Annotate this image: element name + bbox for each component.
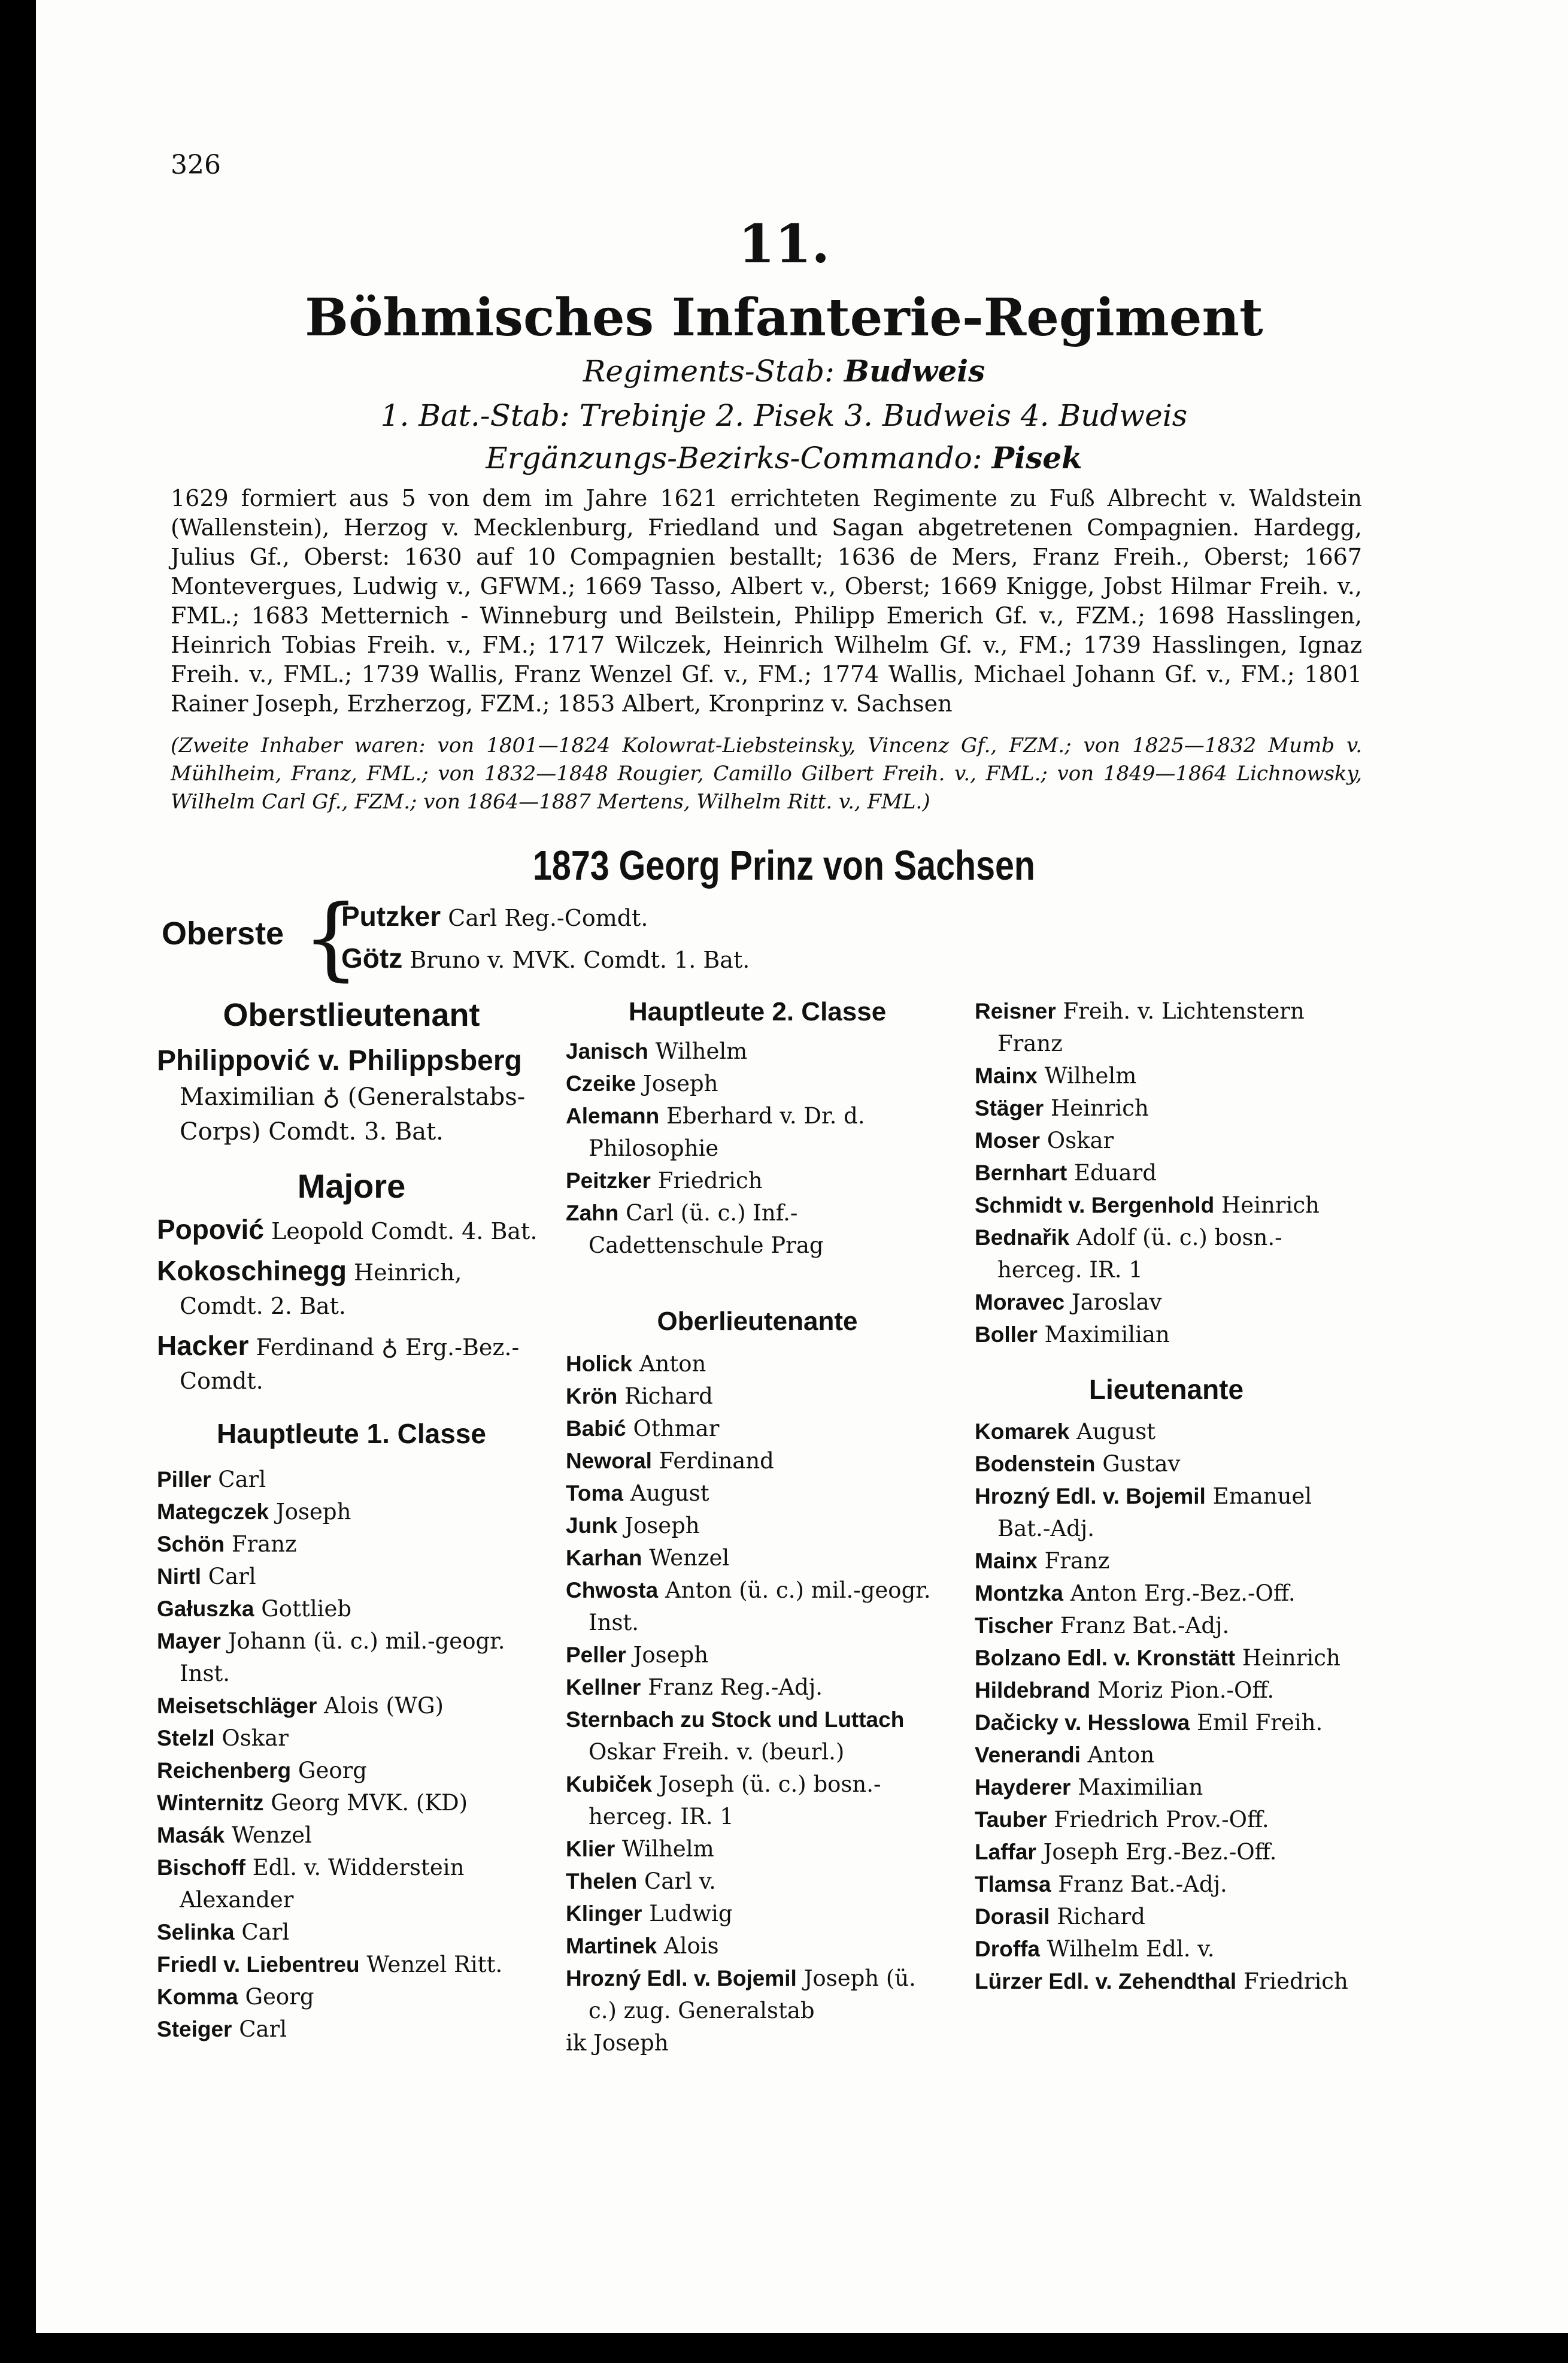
list-item bbox=[157, 1044, 546, 1149]
list-item bbox=[157, 1722, 546, 1755]
list-item bbox=[157, 1981, 546, 2013]
entry-name: Nirtl bbox=[157, 1564, 201, 1589]
regiment-title: Böhmisches Infanterie-Regiment bbox=[305, 287, 1263, 348]
hauptleute2-list bbox=[566, 1035, 949, 1262]
entry-name: Stäger bbox=[975, 1096, 1044, 1120]
entry-rest: Othmar bbox=[633, 1416, 720, 1441]
list-item bbox=[566, 1100, 949, 1165]
entry-name: Montzka bbox=[975, 1581, 1063, 1605]
list-item bbox=[975, 1577, 1358, 1610]
entry-name: Czeike bbox=[566, 1071, 636, 1096]
inhaber-line: 1873 Georg Prinz von Sachsen bbox=[532, 842, 1035, 889]
entry-rest: Emanuel Bat.-Adj. bbox=[997, 1483, 1312, 1541]
entry-rest: Joseph bbox=[633, 1642, 709, 1668]
entry-rest: Anton (ü. c.) mil.-geogr. Inst. bbox=[589, 1577, 931, 1635]
list-item bbox=[157, 1916, 546, 1949]
list-item bbox=[566, 1510, 949, 1542]
list-item bbox=[157, 1464, 546, 1496]
entry-rest: Heinrich bbox=[1050, 1095, 1149, 1121]
list-item bbox=[975, 1901, 1358, 1933]
entry-rest: Oskar Freih. v. (beurl.) bbox=[589, 1739, 845, 1765]
list-item bbox=[975, 1804, 1358, 1836]
entry-rest: Gustav bbox=[1102, 1451, 1181, 1477]
entry-rest: Wilhelm bbox=[1044, 1063, 1137, 1089]
entry-name: Holick bbox=[566, 1352, 633, 1376]
list-item bbox=[975, 1642, 1358, 1674]
list-item bbox=[975, 1836, 1358, 1868]
entry-rest: Ferdinand bbox=[659, 1448, 774, 1474]
entry-name: Stelzl bbox=[157, 1726, 215, 1750]
list-item bbox=[975, 1610, 1358, 1642]
oberst-name: Putzker bbox=[341, 901, 441, 932]
entry-name: Karhan bbox=[566, 1546, 642, 1570]
list-item bbox=[566, 1865, 949, 1898]
list-item bbox=[157, 1819, 546, 1852]
district-line bbox=[0, 440, 1568, 475]
entry-name: Hayderer bbox=[975, 1775, 1071, 1799]
entry-rest: Franz Bat.-Adj. bbox=[1060, 1613, 1230, 1638]
entry-rest: Georg bbox=[298, 1758, 367, 1783]
column-1 bbox=[157, 991, 546, 2046]
list-item bbox=[157, 1787, 546, 1819]
list-item bbox=[566, 1833, 949, 1865]
entry-name: Laffar bbox=[975, 1840, 1036, 1864]
oberst-rest: Carl Reg.-Comdt. bbox=[448, 905, 648, 931]
entry-rest: Maximilian bbox=[1078, 1774, 1203, 1800]
hauptleute1-header: Hauptleute 1. Classe bbox=[217, 1418, 486, 1449]
list-item bbox=[566, 2027, 949, 2059]
list-item bbox=[157, 1329, 546, 1398]
oberlieutenante-header: Oberlieutenante bbox=[657, 1307, 858, 1336]
list-item bbox=[566, 1413, 949, 1445]
regiment-history: 1629 formiert aus 5 von dem im Jahre 1621 errichteten Regimente zu Fuß Albrecht v. Waldstein (Wallenstein), Herzog v. Mecklenburg, Friedland und Sagan abgetretenen Compagnien. Hardegg, Julius Gf., Oberst: 1630 auf 10 Compagnien bestallt; 1636 de Mers, Franz Freih., Oberst; 1667 Montevergues, Ludwig v., GFWM.; 1669 Tasso, Albert v., Oberst; 1669 Knigge, Jobst Hilmar Freih. v., FML.; 1683 Metternich - Winneburg und Beilstein, Philipp Emerich Gf. v., FZM.; 1698 Hasslingen, Heinrich Tobias Freih. v., FM.; 1717 Wilczek, Heinrich Wilhelm Gf. v., FM.; 1739 Hasslingen, Ignaz Freih. v., FML.; 1739 Wallis, Franz Wenzel Gf. v., FM.; 1774 Wallis, Michael Johann Gf. v., FM.; 1801 Rainer Joseph, Erzherzog, FZM.; 1853 Albert, Kronprinz v. Sachsen bbox=[171, 485, 1362, 717]
entry-rest: ik Joseph bbox=[566, 2030, 669, 2056]
list-item bbox=[975, 995, 1358, 1060]
entry-name: Friedl v. Liebentreu bbox=[157, 1952, 360, 1977]
list-item bbox=[566, 1930, 949, 1962]
battalion-line: 1. Bat.-Stab: Trebinje 2. Pisek 3. Budweis 4. Budweis bbox=[380, 398, 1188, 433]
entry-rest: Wenzel Ritt. bbox=[366, 1952, 503, 1977]
entry-name: Bednařik bbox=[975, 1225, 1070, 1250]
list-item bbox=[566, 1445, 949, 1477]
lieutenante-header: Lieutenante bbox=[1088, 1374, 1244, 1405]
entry-name: Winternitz bbox=[157, 1791, 264, 1815]
entry-rest: Gottlieb bbox=[261, 1596, 352, 1622]
list-item bbox=[975, 1480, 1358, 1545]
oberstlieutenant-header: Oberstlieutenant bbox=[223, 997, 480, 1033]
entry-name: Mainx bbox=[975, 1549, 1038, 1573]
entry-name: Neworal bbox=[566, 1449, 652, 1473]
list-item bbox=[975, 1092, 1358, 1125]
entry-name: Peller bbox=[566, 1643, 626, 1667]
list-item bbox=[157, 1755, 546, 1787]
entry-name: Moravec bbox=[975, 1290, 1065, 1314]
entry-name: Schmidt v. Bergenhold bbox=[975, 1193, 1215, 1217]
regiment-number: 11. bbox=[738, 213, 830, 275]
entry-rest: Alois bbox=[663, 1933, 719, 1959]
entry-rest: Wenzel bbox=[231, 1822, 312, 1848]
second-owners: (Zweite Inhaber waren: von 1801—1824 Kolowrat-Liebsteinsky, Vincenz Gf., FZM.; von 1825—1832 Mumb v. Mühlheim, Franz, FML.; von 1832—1848 Rougier, Camillo Gilbert Freih. v., FML.; von 1849—1864 Lichnowsky, Wilhelm Carl Gf., FZM.; von 1864—1887 Mertens, Wilhelm Ritt. v., FML.) bbox=[171, 734, 1362, 814]
entry-rest: Oskar bbox=[222, 1725, 289, 1751]
list-item bbox=[157, 1949, 546, 1981]
entry-rest: Carl bbox=[218, 1467, 266, 1492]
entry-rest: Franz bbox=[1044, 1548, 1110, 1574]
oberste-label: Oberste bbox=[162, 916, 284, 952]
entry-name: Moser bbox=[975, 1128, 1040, 1153]
oberst-entry bbox=[341, 942, 750, 974]
entry-name: Boller bbox=[975, 1322, 1038, 1347]
entry-rest: August bbox=[630, 1480, 709, 1506]
entry-name: Schön bbox=[157, 1532, 225, 1556]
entry-name: Junk bbox=[566, 1513, 618, 1538]
entry-name: Toma bbox=[566, 1481, 623, 1505]
list-item bbox=[566, 1671, 949, 1704]
entry-rest: Friedrich bbox=[1243, 1968, 1348, 1994]
list-item bbox=[975, 1286, 1358, 1319]
list-item bbox=[157, 1561, 546, 1593]
entry-rest: Ferdinand ♁ Erg.-Bez.-Comdt. bbox=[180, 1334, 520, 1394]
entry-rest: Alois (WG) bbox=[324, 1693, 444, 1719]
entry-name: Kellner bbox=[566, 1675, 641, 1699]
entry-name: Kubiček bbox=[566, 1772, 652, 1797]
entry-name: Reisner bbox=[975, 999, 1056, 1023]
district-label: Ergänzungs-Bezirks-Commando: bbox=[486, 441, 982, 475]
entry-rest: Franz Reg.-Adj. bbox=[648, 1674, 823, 1700]
entry-name: Peitzker bbox=[566, 1168, 651, 1193]
entry-name: Krön bbox=[566, 1384, 618, 1408]
oberst-entry bbox=[341, 900, 648, 932]
entry-name: Steiger bbox=[157, 2017, 232, 2041]
list-item bbox=[566, 1768, 949, 1833]
entry-rest: Joseph Erg.-Bez.-Off. bbox=[1043, 1839, 1277, 1865]
entry-rest: Wilhelm bbox=[655, 1038, 748, 1064]
entry-name: Hildebrand bbox=[975, 1678, 1091, 1702]
list-item bbox=[975, 1125, 1358, 1157]
entry-rest: Jaroslav bbox=[1071, 1289, 1162, 1315]
entry-rest: Heinrich bbox=[1242, 1645, 1340, 1671]
list-item bbox=[975, 1707, 1358, 1739]
column-2 bbox=[566, 991, 949, 2059]
majore-header: Majore bbox=[297, 1167, 406, 1205]
entry-name: Lürzer Edl. v. Zehendthal bbox=[975, 1969, 1237, 1994]
brace-glyph: { bbox=[302, 886, 360, 990]
entry-name: Chwosta bbox=[566, 1578, 659, 1602]
entry-rest: Carl bbox=[208, 1564, 256, 1589]
entry-rest: August bbox=[1076, 1419, 1156, 1444]
entry-rest: Leopold Comdt. 4. Bat. bbox=[271, 1218, 538, 1244]
list-item bbox=[157, 1254, 546, 1323]
hauptleute1-list bbox=[157, 1464, 546, 2046]
list-item bbox=[157, 1625, 546, 1690]
entry-rest: Anton bbox=[1087, 1742, 1155, 1768]
entry-rest: Wenzel bbox=[649, 1545, 730, 1571]
entry-rest: Maximilian ♁ (Generalstabs-Corps) Comdt. 3. Bat. bbox=[180, 1083, 526, 1146]
page-number: 326 bbox=[171, 150, 221, 180]
list-item bbox=[157, 1593, 546, 1625]
entry-rest: Carl bbox=[241, 1919, 290, 1945]
entry-rest: Carl v. bbox=[644, 1868, 716, 1894]
entry-rest: Friedrich Prov.-Off. bbox=[1054, 1807, 1269, 1832]
entry-rest: Friedrich bbox=[657, 1168, 763, 1193]
entry-rest: Carl bbox=[239, 2016, 287, 2042]
entry-rest: Georg bbox=[245, 1984, 314, 2010]
lieutenante-list bbox=[975, 1416, 1358, 1998]
entry-name: Bodenstein bbox=[975, 1452, 1096, 1476]
entry-name: Meisetschläger bbox=[157, 1694, 317, 1718]
entry-name: Zahn bbox=[566, 1201, 619, 1225]
list-item bbox=[566, 1348, 949, 1380]
entry-name: Piller bbox=[157, 1467, 211, 1492]
entry-rest: Richard bbox=[1057, 1904, 1145, 1929]
list-item bbox=[157, 1852, 546, 1916]
entry-name: Hrozný Edl. v. Bojemil bbox=[975, 1484, 1206, 1508]
entry-rest: Oskar bbox=[1047, 1128, 1114, 1153]
entry-name: Popović bbox=[157, 1214, 264, 1245]
entry-rest: Johann (ü. c.) mil.-geogr. Inst. bbox=[180, 1628, 505, 1686]
list-item bbox=[975, 1060, 1358, 1092]
entry-name: Reichenberg bbox=[157, 1758, 292, 1783]
entry-rest: Freih. v. Lichtenstern Franz bbox=[997, 998, 1305, 1056]
oberlieutenante-list bbox=[566, 1348, 949, 2059]
staff-line bbox=[0, 353, 1568, 389]
list-item bbox=[566, 1165, 949, 1197]
list-item bbox=[566, 1477, 949, 1510]
entry-name: Dorasil bbox=[975, 1904, 1050, 1929]
entry-rest: Wilhelm bbox=[622, 1836, 714, 1862]
entry-name: Selinka bbox=[157, 1920, 235, 1944]
staff-place: Budweis bbox=[844, 353, 985, 389]
entry-rest: Ludwig bbox=[649, 1901, 733, 1926]
entry-rest: Adolf (ü. c.) bosn.-herceg. IR. 1 bbox=[997, 1225, 1282, 1283]
list-item bbox=[566, 1380, 949, 1413]
entry-rest: Edl. v. Widderstein Alexander bbox=[180, 1855, 465, 1913]
list-item bbox=[975, 1416, 1358, 1448]
entry-name: Mainx bbox=[975, 1064, 1038, 1088]
list-item bbox=[975, 1965, 1358, 1998]
entry-rest: Eduard bbox=[1073, 1160, 1157, 1186]
column-3 bbox=[975, 995, 1358, 1998]
list-item bbox=[566, 1197, 949, 1262]
entry-name: Janisch bbox=[566, 1039, 648, 1064]
entry-name: Komma bbox=[157, 1985, 238, 2009]
entry-name: Klinger bbox=[566, 1901, 642, 1926]
entry-rest: Joseph bbox=[275, 1499, 351, 1525]
list-item bbox=[157, 1528, 546, 1561]
list-item bbox=[975, 1319, 1358, 1351]
entry-name: Gałuszka bbox=[157, 1596, 254, 1621]
list-item bbox=[157, 1690, 546, 1722]
entry-name: Klier bbox=[566, 1837, 615, 1861]
entry-name: Bolzano Edl. v. Kronstätt bbox=[975, 1646, 1236, 1670]
oberst-name: Götz bbox=[341, 943, 403, 974]
list-item bbox=[157, 1496, 546, 1528]
entry-name: Martinek bbox=[566, 1934, 657, 1958]
list-item bbox=[975, 1448, 1358, 1480]
list-item bbox=[566, 1898, 949, 1930]
list-item bbox=[975, 1933, 1358, 1965]
entry-name: Dačicky v. Hesslowa bbox=[975, 1710, 1190, 1735]
list-item bbox=[566, 1639, 949, 1671]
list-item bbox=[566, 1035, 949, 1068]
list-item bbox=[566, 1962, 949, 2027]
entry-name: Bischoff bbox=[157, 1855, 245, 1880]
district-place: Pisek bbox=[991, 440, 1082, 475]
list-item bbox=[157, 1213, 546, 1248]
entry-rest: Moriz Pion.-Off. bbox=[1097, 1677, 1275, 1703]
entry-name: Tlamsa bbox=[975, 1872, 1051, 1897]
entry-name: Thelen bbox=[566, 1869, 638, 1894]
entry-rest: Emil Freih. bbox=[1197, 1710, 1323, 1735]
entry-rest: Joseph bbox=[624, 1513, 700, 1538]
entry-rest: Georg MVK. (KD) bbox=[271, 1790, 468, 1816]
entry-rest: Heinrich bbox=[1221, 1192, 1320, 1218]
list-item bbox=[975, 1222, 1358, 1286]
entry-rest: Anton bbox=[639, 1351, 706, 1377]
entry-name: Babić bbox=[566, 1416, 626, 1441]
list-item bbox=[975, 1189, 1358, 1222]
staff-label: Regiments-Stab: bbox=[583, 354, 835, 389]
oberst-rest: Bruno v. MVK. Comdt. 1. Bat. bbox=[410, 947, 750, 973]
entry-name: Bernhart bbox=[975, 1161, 1067, 1185]
entry-name: Philippović v. Philippsberg bbox=[157, 1045, 522, 1077]
entry-rest: Heinrich, Comdt. 2. Bat. bbox=[180, 1259, 462, 1319]
entry-name: Hacker bbox=[157, 1330, 249, 1361]
entry-rest: Joseph (ü. c.) zug. Generalstab bbox=[589, 1965, 916, 2023]
scan-border-bottom bbox=[0, 2333, 1568, 2363]
list-item bbox=[975, 1868, 1358, 1901]
entry-rest: Franz bbox=[231, 1531, 297, 1557]
list-item bbox=[566, 1068, 949, 1100]
list-item bbox=[975, 1771, 1358, 1804]
list-item bbox=[975, 1157, 1358, 1189]
entry-name: Mategczek bbox=[157, 1499, 269, 1524]
entry-rest: Maximilian bbox=[1044, 1322, 1170, 1347]
entry-name: Sternbach zu Stock und Luttach bbox=[566, 1707, 905, 1732]
entry-rest: Joseph bbox=[643, 1071, 718, 1096]
list-item bbox=[566, 1574, 949, 1639]
entry-name: Masák bbox=[157, 1823, 225, 1847]
hauptleute2-header: Hauptleute 2. Classe bbox=[628, 997, 887, 1026]
entry-rest: Carl (ü. c.) Inf.-Cadettenschule Prag bbox=[589, 1200, 824, 1258]
entry-name: Droffa bbox=[975, 1937, 1040, 1961]
entry-name: Komarek bbox=[975, 1419, 1070, 1444]
entry-name: Alemann bbox=[566, 1104, 660, 1128]
entry-name: Mayer bbox=[157, 1629, 221, 1653]
list-item bbox=[157, 2013, 546, 2046]
list-item bbox=[975, 1674, 1358, 1707]
list-item bbox=[566, 1704, 949, 1768]
entry-name: Hrozný Edl. v. Bojemil bbox=[566, 1966, 797, 1991]
column-3-top-list bbox=[975, 995, 1358, 1351]
entry-rest: Anton Erg.-Bez.-Off. bbox=[1070, 1580, 1296, 1606]
entry-name: Tauber bbox=[975, 1807, 1047, 1832]
entry-rest: Richard bbox=[624, 1383, 713, 1409]
list-item bbox=[566, 1542, 949, 1574]
entry-name: Tischer bbox=[975, 1613, 1053, 1638]
entry-name: Venerandi bbox=[975, 1743, 1081, 1767]
list-item bbox=[975, 1545, 1358, 1577]
entry-rest: Eberhard v. Dr. d. Philosophie bbox=[589, 1103, 865, 1161]
entry-rest: Wilhelm Edl. v. bbox=[1047, 1936, 1215, 1962]
entry-rest: Joseph (ü. c.) bosn.-herceg. IR. 1 bbox=[589, 1771, 881, 1829]
entry-name: Kokoschinegg bbox=[157, 1255, 347, 1286]
list-item bbox=[975, 1739, 1358, 1771]
entry-rest: Franz Bat.-Adj. bbox=[1058, 1871, 1227, 1897]
